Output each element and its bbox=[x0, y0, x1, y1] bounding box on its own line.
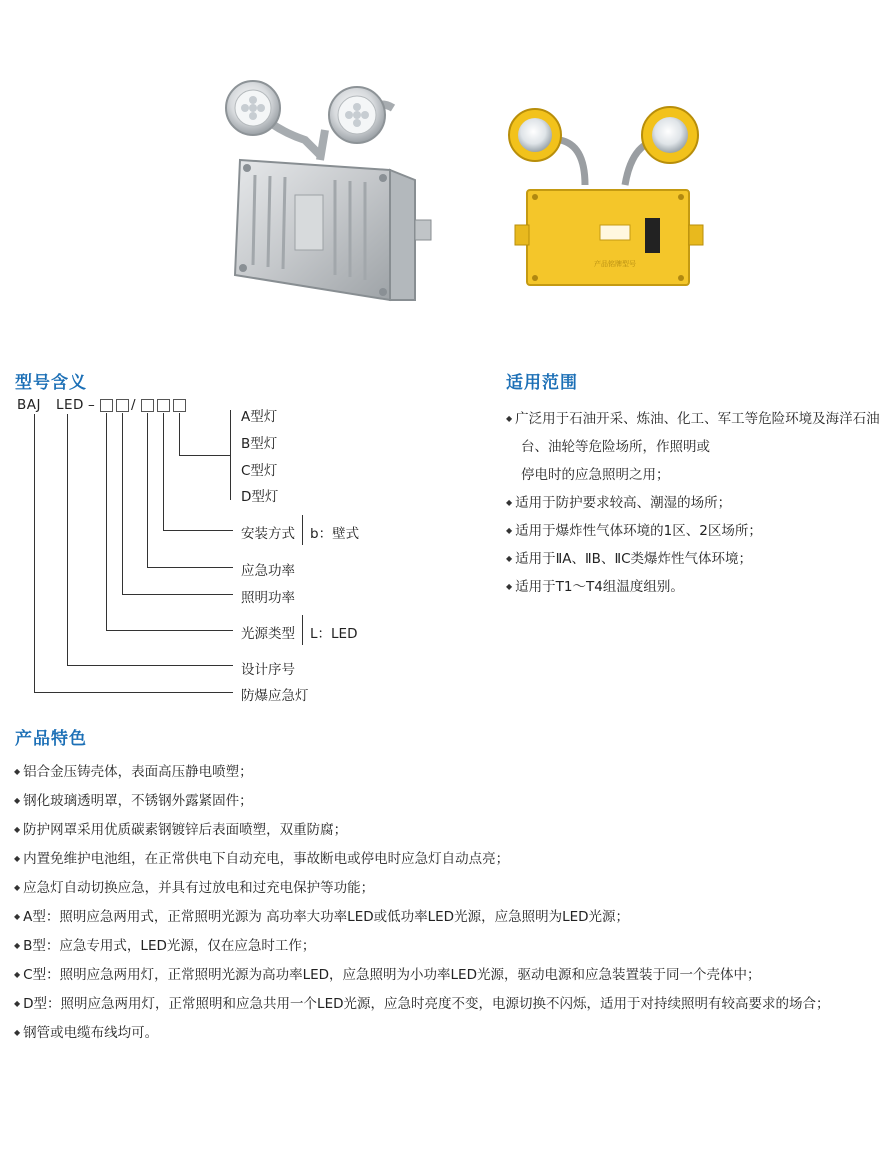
model-code-slash: / bbox=[131, 397, 137, 413]
lamp-plate-text: 产品铭牌型号 bbox=[594, 260, 636, 268]
label-type-a: A型灯 bbox=[241, 409, 278, 425]
connector-emergency-power bbox=[147, 413, 148, 568]
model-code-led: LED bbox=[56, 397, 84, 413]
scope-item-3: ◆ 适用于爆炸性气体环境的1区、2区场所； bbox=[506, 519, 762, 539]
model-box-4 bbox=[157, 399, 170, 412]
label-mount-value: b：壁式 bbox=[310, 526, 360, 542]
connector-light-source-h bbox=[106, 630, 233, 631]
label-type-b: B型灯 bbox=[241, 436, 278, 452]
scope-item-2: ◆ 适用于防护要求较高、潮湿的场所； bbox=[506, 491, 731, 511]
connector-emergency-power-h bbox=[147, 567, 233, 568]
model-box-1 bbox=[100, 399, 113, 412]
connector-lamp-name bbox=[34, 414, 35, 693]
yellow-lamp-image bbox=[505, 100, 715, 295]
feature-item: ◆ A型：照明应急两用式，正常照明光源为 高功率大功率LED或低功率LED光源，应急照明为LED光源； bbox=[14, 905, 629, 925]
label-light-source-value: L：LED bbox=[310, 626, 358, 642]
label-lamp-name: 防爆应急灯 bbox=[241, 688, 309, 704]
label-lighting-power: 照明功率 bbox=[241, 590, 295, 606]
label-type-d: D型灯 bbox=[241, 489, 279, 505]
connector-light-source bbox=[106, 413, 107, 631]
connector-lamp-name-h bbox=[34, 692, 233, 693]
scope-section-title: 适用范围 bbox=[506, 373, 578, 393]
model-box-2 bbox=[116, 399, 129, 412]
mount-separator bbox=[302, 515, 303, 545]
connector-mount-h bbox=[163, 530, 233, 531]
feature-item: ◆ D型：照明应急两用灯，正常照明和应急共用一个LED光源，应急时亮度不变，电源切换不闪烁，适用于对持续照明有较高要求的场合； bbox=[14, 992, 830, 1012]
connector-lighting-power-h bbox=[122, 594, 233, 595]
label-mount: 安装方式 bbox=[241, 526, 295, 542]
features-section-title: 产品特色 bbox=[15, 729, 87, 749]
type-bracket bbox=[230, 410, 231, 500]
feature-item: ◆ 钢管或电缆布线均可。 bbox=[14, 1021, 158, 1041]
scope-item-1-line-2: 台、油轮等危险场所，作照明或 bbox=[521, 439, 710, 455]
connector-lighting-power bbox=[122, 413, 123, 595]
model-box-3 bbox=[141, 399, 154, 412]
feature-item: ◆ C型：照明应急两用灯，正常照明光源为高功率LED，应急照明为小功率LED光源，驱动电源和应急装置装于同一个壳体中； bbox=[14, 963, 760, 983]
scope-item-1: ◆ 广泛用于石油开采、炼油、化工、军工等危险环境及海洋石油 bbox=[506, 407, 880, 427]
connector-mount bbox=[163, 413, 164, 531]
feature-item: ◆ 防护网罩采用优质碳素钢镀锌后表面喷塑，双重防腐； bbox=[14, 818, 347, 838]
feature-item: ◆ 钢化玻璃透明罩，不锈钢外露紧固件； bbox=[14, 789, 253, 809]
model-code-dash: – bbox=[88, 397, 96, 413]
feature-item: ◆ 内置免维护电池组，在正常供电下自动充电，事故断电或停电时应急灯自动点亮； bbox=[14, 847, 509, 867]
feature-item: ◆ 铝合金压铸壳体，表面高压静电喷塑； bbox=[14, 760, 253, 780]
label-light-source: 光源类型 bbox=[241, 626, 295, 642]
label-design-serial: 设计序号 bbox=[241, 662, 295, 678]
light-source-separator bbox=[302, 615, 303, 645]
model-code-prefix: BAJ bbox=[17, 397, 41, 413]
silver-lamp-image bbox=[215, 70, 445, 310]
label-emergency-power: 应急功率 bbox=[241, 563, 295, 579]
model-section-title: 型号含义 bbox=[15, 373, 87, 393]
connector-type bbox=[179, 413, 180, 456]
connector-design-serial-h bbox=[67, 665, 233, 666]
scope-item-5: ◆ 适用于T1～T4组温度组别。 bbox=[506, 575, 684, 595]
scope-item-1-line-3: 停电时的应急照明之用； bbox=[521, 467, 670, 483]
scope-item-4: ◆ 适用于ⅡA、ⅡB、ⅡC类爆炸性气体环境； bbox=[506, 547, 752, 567]
connector-type-h bbox=[179, 455, 230, 456]
model-box-5 bbox=[173, 399, 186, 412]
feature-item: ◆ B型：应急专用式，LED光源，仅在应急时工作； bbox=[14, 934, 315, 954]
connector-design-serial bbox=[67, 414, 68, 666]
feature-item: ◆ 应急灯自动切换应急，并具有过放电和过充电保护等功能； bbox=[14, 876, 374, 896]
label-type-c: C型灯 bbox=[241, 463, 278, 479]
